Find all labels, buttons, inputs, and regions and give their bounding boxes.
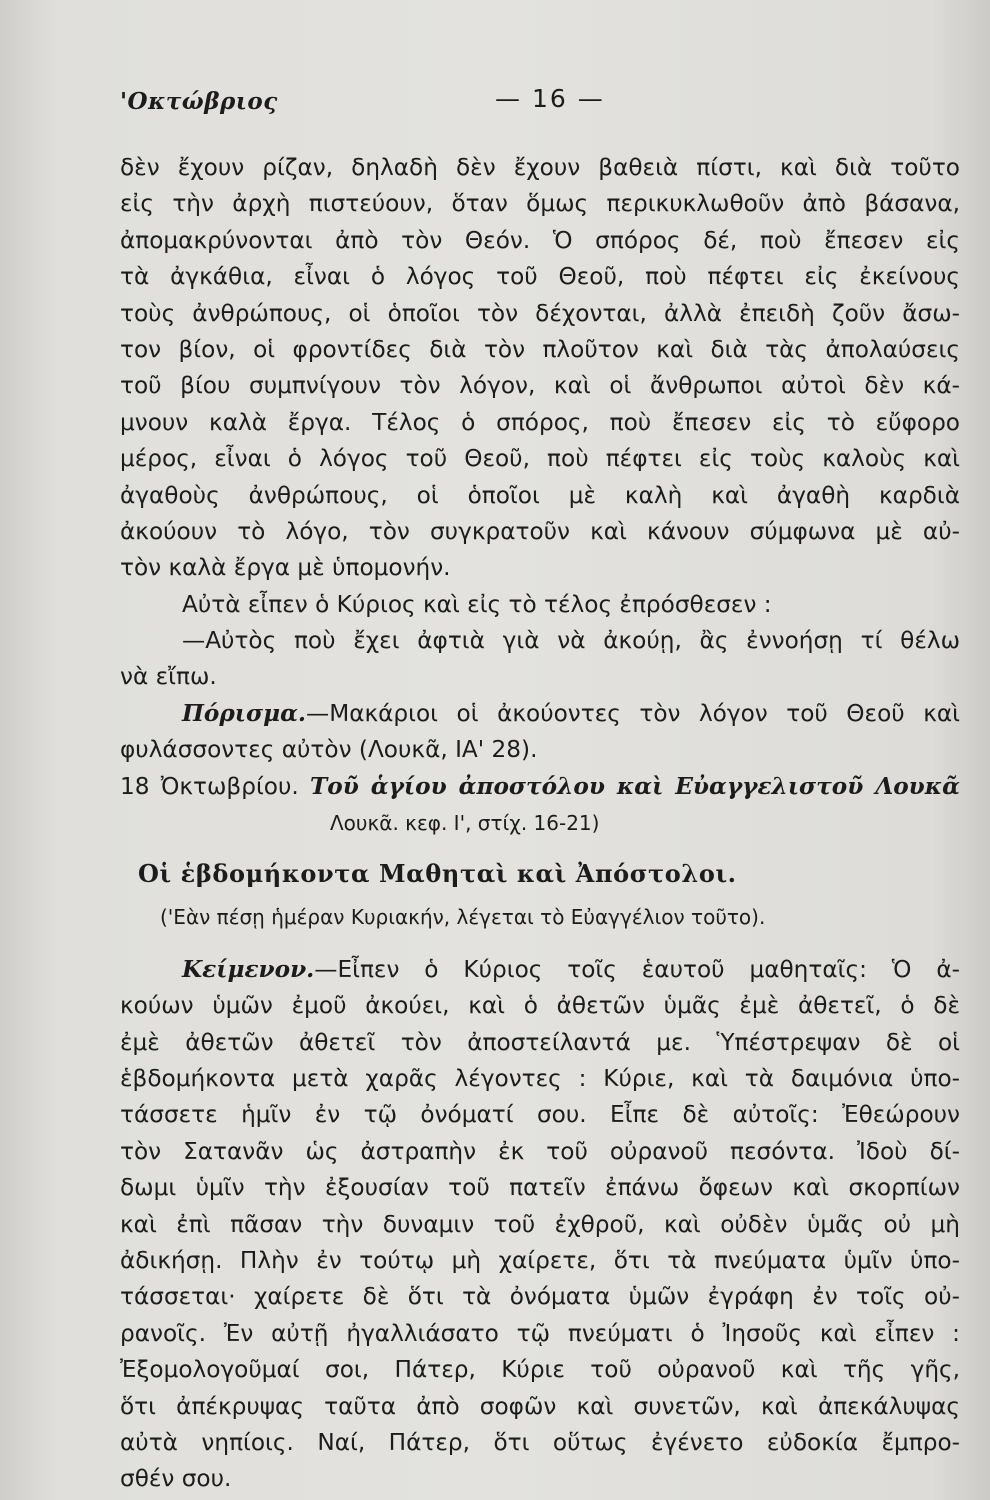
- feast-date: 18 Ὀκτωβρίου.: [120, 772, 299, 800]
- keimenon-paragraph: [120, 952, 960, 1498]
- keimenon-text: —Εἶπεν ὁ Κύριος τοῖς ἑαυτοῦ μαθηταῖς: Ὁ ἀ-: [314, 955, 960, 983]
- scripture-reference: Λουκᾶ. κεφ. Ι', στίχ. 16-21): [330, 811, 600, 836]
- text-line: τὸν καλὰ ἔργα μὲ ὑπομονήν.: [120, 554, 451, 582]
- text-line: δὲν ἔχουν ρίζαν, δηλαδὴ δὲν ἔχουν βαθειὰ πίστι, καὶ διὰ τοῦτο: [120, 154, 960, 181]
- section-title: Οἱ ἑβδομήκοντα Μαθηταὶ καὶ Ἀπόστολοι.: [138, 859, 737, 889]
- text-line: τὰ ἀγκάθια, εἶναι ὁ λόγος τοῦ Θεοῦ, ποὺ πέφτει εἰς ἐκείνους: [120, 263, 960, 291]
- sunday-note: ('Εὰν πέσῃ ἡμέραν Κυριακήν, λέγεται τὸ Εὐαγγέλιον τοῦτο).: [160, 905, 766, 930]
- text-line: ἐμὲ ἀθετῶν ἀθετεῖ τὸν ἀποστείλαντά με. Ὑπέστρεψαν δὲ οἱ: [120, 1028, 960, 1056]
- text-line: τον βίον, οἱ φροντίδες διὰ τὸν πλοῦτον καὶ διὰ τὰς ἀπολαύσεις: [120, 335, 960, 363]
- page-header: [120, 84, 940, 128]
- text-line: τάσσεται· χαίρετε δὲ ὅτι τὰ ὀνόματα ὑμῶν ἐγράφη ἐν τοῖς οὐ-: [120, 1283, 960, 1311]
- text-line: νὰ εἴπω.: [120, 663, 217, 691]
- text-line: σθέν σου.: [120, 1465, 232, 1493]
- text-line: καὶ ἐπὶ πᾶσαν τὴν δυναμιν τοῦ ἐχθροῦ, καὶ οὐδὲν ὑμᾶς οὐ μὴ: [120, 1210, 960, 1238]
- porisma-text: —Μακάριοι οἱ ἀκούοντες τὸν λόγον τοῦ Θεοῦ καὶ: [306, 699, 960, 727]
- spacer: [120, 936, 960, 952]
- text-line: ὅτι ἀπέκρυψας ταῦτα ἀπὸ σοφῶν καὶ συνετῶν, καὶ ἀπεκάλυψας: [120, 1392, 960, 1420]
- text-line: εἰς τὴν ἀρχὴ πιστεύουν, ὅταν ὅμως περικυκλωθοῦν ἀπὸ βάσανα,: [120, 190, 960, 218]
- feast-name: Τοῦ ἁγίου ἀποστόλου καὶ Εὐαγγελιστοῦ Λουκᾶ: [310, 772, 960, 800]
- paragraph-ears-to-hear: [120, 623, 960, 696]
- text-line: ἀκούουν τὸ λόγο, τὸν συγκρατοῦν καὶ κάνουν σύμφωνα μὲ αὐ-: [120, 517, 960, 545]
- paragraph-parable-explanation: [120, 150, 960, 587]
- text-line: Ἐξομολογοῦμαί σοι, Πάτερ, Κύριε τοῦ οὐρανοῦ καὶ τῆς γῆς,: [120, 1356, 960, 1384]
- text-line: ρανοῖς. Ἐν αὐτῇ ἠγαλλιάσατο τῷ πνεύματι ὁ Ἰησοῦς καὶ εἶπεν :: [120, 1319, 960, 1347]
- text-line: τάσσετε ἡμῖν ἐν τῷ ὀνόματί σου. Εἶπε δὲ αὐτοῖς: Ἐθεώρουν: [120, 1101, 960, 1129]
- feast-heading: [120, 769, 960, 805]
- text-line: κούων ὑμῶν ἐμοῦ ἀκούει, καὶ ὁ ἀθετῶν ὑμᾶς ἐμὲ ἀθετεῖ, ὁ δὲ: [120, 992, 960, 1020]
- text-line: ἀδικήσῃ. Πλὴν ἐν τούτῳ μὴ χαίρετε, ὅτι τὰ πνεύματα ὑμῖν ὑπο-: [120, 1246, 960, 1274]
- porisma-label: Πόρισμα.: [182, 699, 306, 727]
- text-line: τοὺς ἀνθρώπους, οἱ ὁποῖοι τὸν δέχονται, ἀλλὰ ἐπειδὴ ζοῦν ἄσω-: [120, 299, 960, 327]
- text-line: μνουν καλὰ ἔργα. Τέλος ὁ σπόρος, ποὺ ἔπεσεν εἰς τὸ εὔφορο: [120, 408, 960, 436]
- text-line: φυλάσσοντες αὐτὸν (Λουκᾶ, ΙΑ' 28).: [120, 736, 538, 764]
- paragraph-lord-said: Αὐτὰ εἶπεν ὁ Κύριος καὶ εἰς τὸ τέλος ἐπρόσθεσεν :: [182, 590, 772, 618]
- text-line: δωμι ὑμῖν τὴν ἐξουσίαν τοῦ πατεῖν ἐπάνω ὄφεων καὶ σκορπίων: [120, 1174, 960, 1202]
- text-line: αὐτὰ νηπίοις. Ναί, Πάτερ, ὅτι οὕτως ἐγένετο εὐδοκία ἔμπρο-: [120, 1428, 960, 1456]
- text-line: [120, 696, 960, 732]
- text-line: ἑβδομήκοντα μετὰ χαρᾶς λέγοντες : Κύριε, καὶ τὰ δαιμόνια ὑπο-: [120, 1064, 960, 1092]
- page-number: — 16 —: [495, 84, 605, 113]
- text-line: ἀγαθοὺς ἀνθρώπους, οἱ ὁποῖοι μὲ καλὴ καὶ ἀγαθὴ καρδιὰ: [120, 481, 960, 509]
- text-line: —Αὐτὸς ποὺ ἔχει ἀφτιὰ γιὰ νὰ ἀκούῃ, ἂς ἐννοήσῃ τί θέλω: [182, 627, 960, 655]
- text-line: ἀπομακρύνονται ἀπὸ τὸν Θεόν. Ὁ σπόρος δέ, ποὺ ἔπεσεν εἰς: [120, 226, 960, 254]
- running-head: 'Οκτώβριος: [120, 88, 278, 115]
- porisma-paragraph: [120, 696, 960, 769]
- page-body: [120, 150, 960, 1498]
- keimenon-label: Κείμενον.: [182, 955, 315, 983]
- text-line: μέρος, εἶναι ὁ λόγος τοῦ Θεοῦ, ποὺ πέφτει εἰς τοὺς καλοὺς καὶ: [120, 445, 960, 473]
- text-line: [120, 952, 960, 988]
- text-line: τοῦ βίου συμπνίγουν τὸν λόγον, καὶ οἱ ἄνθρωποι αὐτοὶ δὲν κά-: [120, 372, 960, 400]
- text-line: τὸν Σατανᾶν ὡς ἀστραπὴν ἐκ τοῦ οὐρανοῦ πεσόντα. Ἰδοὺ δί-: [120, 1137, 960, 1165]
